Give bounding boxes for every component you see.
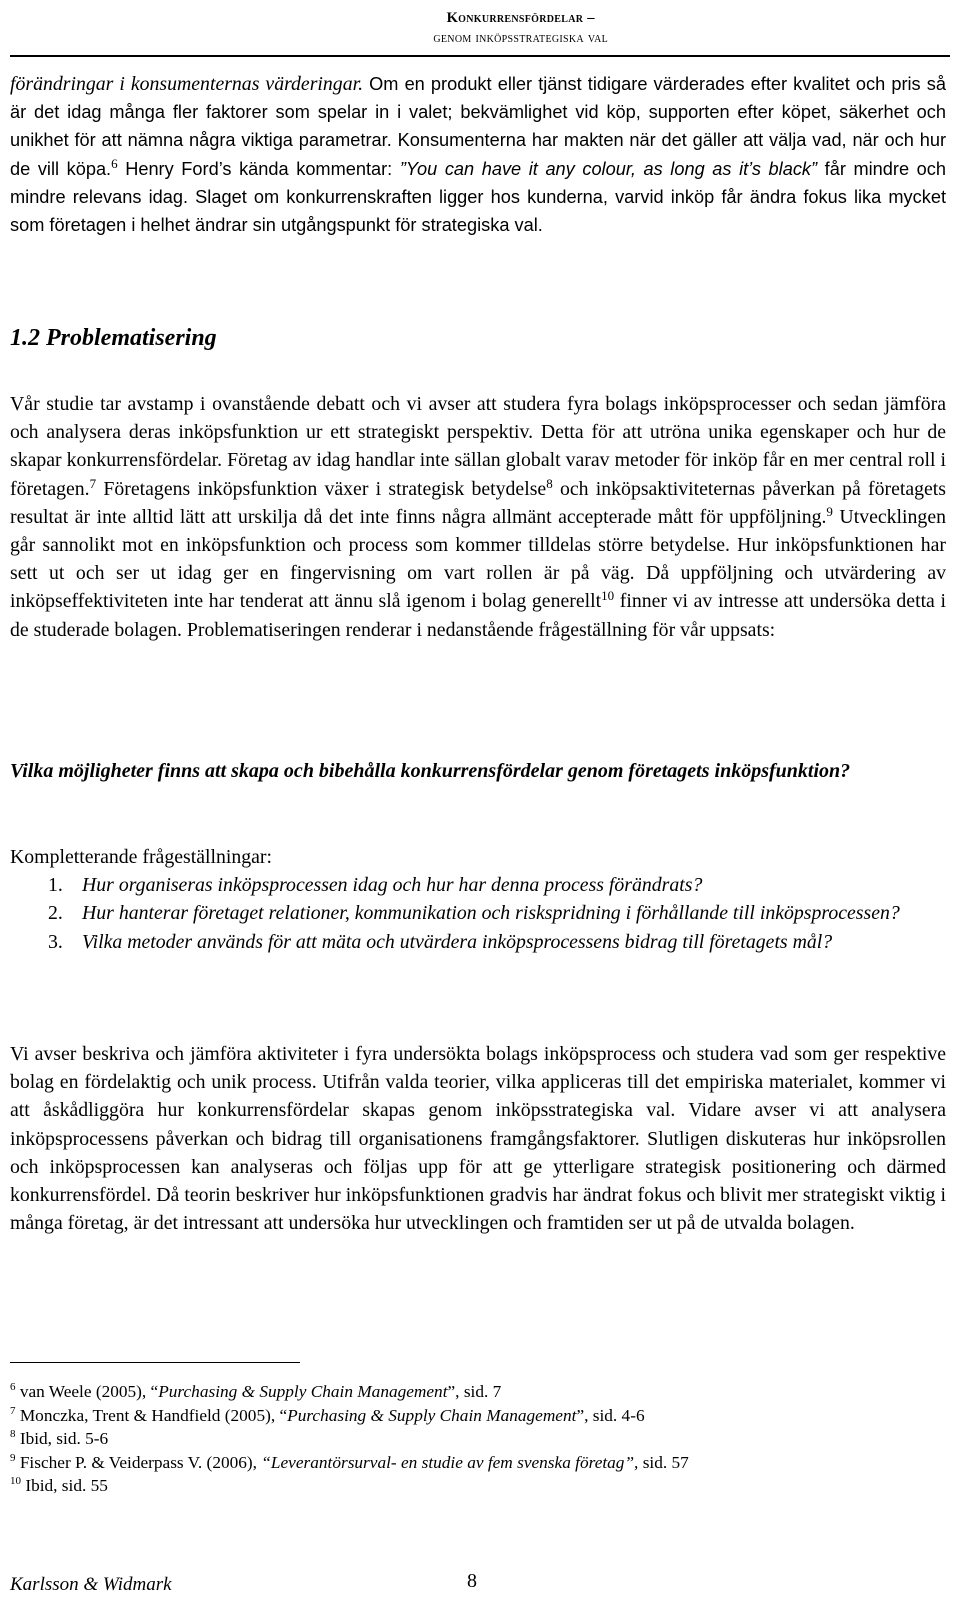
list-item-text: Hur organiseras inköpsprocessen idag och hur har denna process förändrats?	[82, 874, 703, 897]
footnote-ref-10: 10	[601, 588, 615, 604]
problem-part5: finner vi av intresse att undersöka detta i de studerade bolagen. Problematiseringen renderar i nedanstående frågeställning för vår uppsats:	[10, 590, 946, 641]
problem-part2: Företagens inköpsfunktion växer i strategisk betydelse	[96, 477, 547, 500]
problem-part4: Utvecklingen går sannolikt mot en inköpsfunktion och process som kommer tilldelas större betydelse. Hur inköpsfunktionen har sett ut och ser ut idag ger en fingervisning om vart rollen är på väg. Då uppföljning och utvärdering av inköpseffektiviteten inte har tenderat att ännu slå igenom i bolag generellt	[10, 505, 946, 613]
ford-quote: ”You can have it any colour, as long as it’s black”	[399, 158, 818, 179]
footnotes	[10, 1380, 946, 1498]
footnote	[10, 1474, 946, 1498]
header-rule	[10, 55, 950, 57]
section-heading: 1.2 Problematisering	[10, 325, 217, 351]
footnote-number: 6	[10, 1381, 16, 1393]
footnote	[10, 1451, 946, 1475]
footnote	[10, 1380, 946, 1404]
list-item	[10, 928, 946, 956]
list-item-number: 1.	[48, 874, 63, 897]
list-item	[10, 871, 946, 899]
page-footer	[10, 1570, 946, 1604]
closing-block	[10, 1040, 946, 1237]
footnote-pre: Ibid, sid. 5-6	[15, 1429, 109, 1448]
page-number: 8	[467, 1570, 477, 1592]
problem-block	[10, 390, 946, 644]
footnote-number: 9	[10, 1451, 16, 1464]
intro-text: Om en produkt eller tjänst tidigare värderades efter kvalitet och pris så är det idag många fler faktorer som spelar in i valet; bekvämlighet vid köp, supporten efter köpet, säkerhet och unikhet för att nämna några viktiga parametrar. Konsumenterna har makten när det gäller att välja vad, när och hur de vill köpa.	[10, 74, 946, 179]
footnote-post: sid. 57	[638, 1452, 689, 1472]
problem-paragraph	[10, 390, 946, 644]
footnote-title: Purchasing & Supply Chain Management	[158, 1382, 448, 1401]
footnote-pre: Monczka, Trent & Handfield (2005), “	[15, 1405, 288, 1425]
footnote-ref-9: 9	[826, 503, 833, 519]
intro-block	[10, 70, 946, 239]
closing-paragraph: Vi avser beskriva och jämföra aktiviteter i fyra undersökta bolags inköpsprocess och studera vad som ger respektive bolag en fördelaktig och unik process. Utifrån valda teorier, vilka appliceras till det empiriska materialet, kommer vi att åskådliggöra hur konkurrensfördelar skapas genom inköpsstrategiska val. Vidare avser vi att analysera inköpsprocessens påverkan och bidrag till organisationens framgångsfaktorer. Slutligen diskuteras hur inköpsrollen och inköpsprocessen kan analyseras och följas upp för att ge ytterligare strategisk positionering och därmed konkurrensfördel. Då teorin beskriver hur inköpsfunktionen gradvis har ändrat fokus och blivit mer strategiskt viktig i många företag, är det intressant att undersöka hur utvecklingen och framtiden ser ut på de utvalda bolagen.	[10, 1043, 946, 1235]
footnote-pre: Ibid, sid. 55	[21, 1476, 108, 1495]
sub-questions-heading: Kompletterande frågeställningar:	[10, 846, 272, 868]
research-question: Vilka möjligheter finns att skapa och bibehålla konkurrensfördelar genom företagets inköpsfunktion?	[10, 760, 851, 782]
footnote-ref-6: 6	[111, 155, 118, 171]
footnote-post: ”, sid. 4-6	[576, 1405, 645, 1425]
sub-questions-list	[10, 871, 946, 956]
footnote	[10, 1427, 946, 1451]
list-item-number: 2.	[48, 902, 63, 925]
header-title-line2: genom inköpsstrategiska val	[433, 30, 608, 46]
list-item-text: Vilka metoder används för att mäta och utvärdera inköpsprocessens bidrag till företagets mål?	[82, 930, 833, 953]
list-item-number: 3.	[48, 930, 63, 953]
footnote-title: Purchasing & Supply Chain Management	[287, 1405, 577, 1425]
ford-rest: får mindre och mindre relevans idag. Slaget om konkurrenskraften ligger hos kunderna, varvid inköp får ändra fokus lika mycket som företagen i helhet ändrar sin utgångspunkt för strategiska val.	[10, 158, 946, 236]
footnote-number: 10	[10, 1475, 21, 1487]
list-item-text: Hur hanterar företaget relationer, kommunikation och riskspridning i förhållande till inköpsprocessen?	[82, 902, 900, 925]
list-item	[10, 899, 946, 927]
footnote-pre: Fischer P. & Veiderpass V. (2006),	[15, 1452, 262, 1472]
intro-lead: förändringar i konsumenternas värderingar.	[10, 73, 364, 95]
footnote-number: 7	[10, 1404, 16, 1417]
footnote-number: 8	[10, 1428, 16, 1440]
problem-part1: Vår studie tar avstamp i ovanstående debatt och vi avser att studera fyra bolags inköpsprocesser och sedan jämföra och analysera deras inköpsfunktion ur ett strategiskt perspektiv. Detta för att utröna unika egenskaper och hur de skapar konkurrensfördelar. Företag av idag handlar inte sällan globalt varav metoder för inköp får en mer central roll i företagen.	[10, 393, 946, 500]
header-title-line1: Konkurrensfördelar –	[446, 10, 595, 26]
footnote	[10, 1404, 946, 1428]
footnote-post: ”, sid. 7	[447, 1382, 502, 1401]
footnote-pre: van Weele (2005), “	[15, 1382, 159, 1401]
footnote-title: “Leverantörsurval- en studie av fem svenska företag”,	[261, 1452, 639, 1472]
footnote-ref-7: 7	[89, 475, 97, 491]
running-header	[433, 8, 608, 48]
intro-paragraph	[10, 70, 946, 239]
footnote-rule	[10, 1362, 300, 1363]
ford-intro: Henry Ford’s kända kommentar:	[117, 158, 400, 179]
footer-authors: Karlsson & Widmark	[10, 1574, 172, 1595]
sub-questions	[10, 843, 946, 956]
problem-part3: och inköpsaktiviteternas påverkan på företagets resultat är inte alltid lätt att urskilja då det inte finns några allmänt accepterade mått för uppföljning.	[10, 477, 946, 528]
footnote-ref-8: 8	[546, 475, 553, 491]
